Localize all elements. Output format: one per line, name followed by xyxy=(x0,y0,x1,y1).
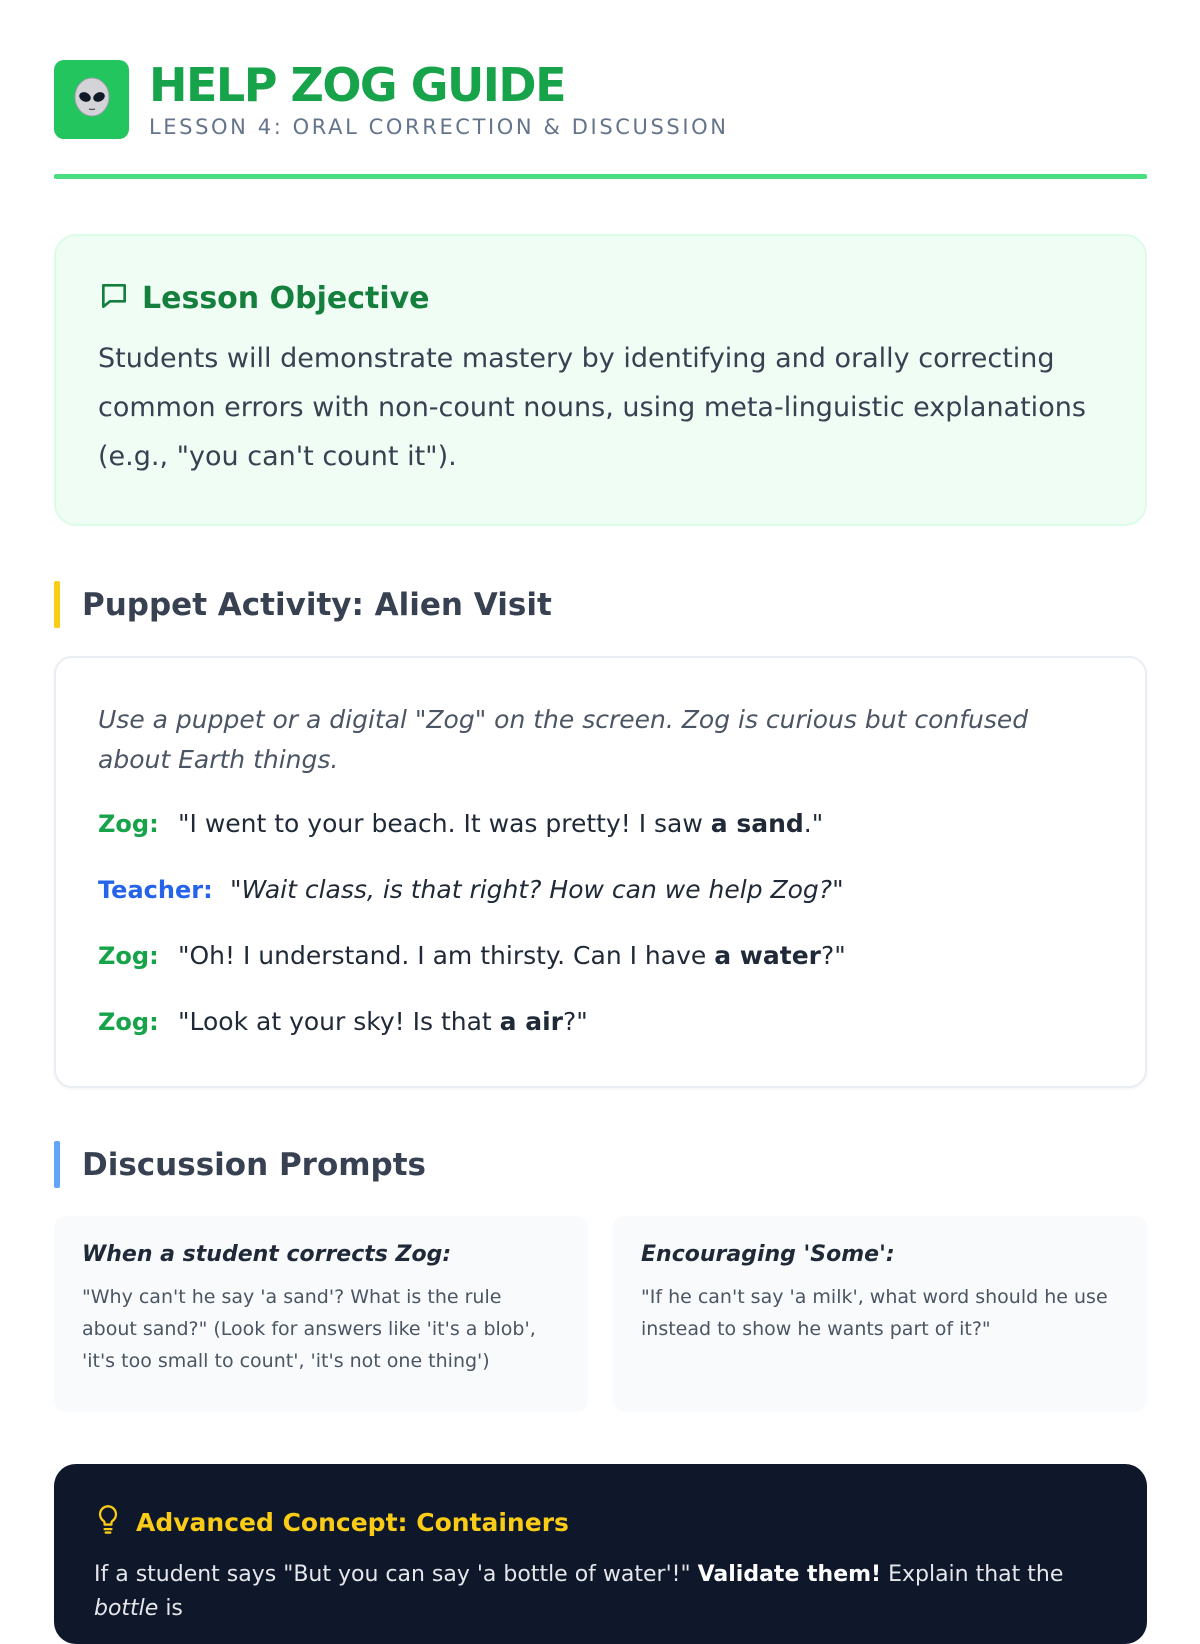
prompt-title: Encouraging 'Some': xyxy=(641,1242,895,1267)
lesson-objective-card xyxy=(54,234,1147,526)
dialogue-line xyxy=(98,870,1103,910)
objective-text: Students will demonstrate mastery by identifying and orally correcting common errors with non-count nouns, using meta-linguistic explanations (e.g., "you can't count it"). xyxy=(98,343,1086,472)
speaker-label: Zog: xyxy=(98,810,159,838)
section-accent-bar xyxy=(54,1141,60,1188)
dialogue-text: "I went to your beach. It was pretty! I saw a sand." xyxy=(178,809,824,838)
speech-bubble-icon xyxy=(98,280,130,316)
logo xyxy=(54,60,129,139)
advanced-text: If a student says "But you can say 'a bottle of water'!" Validate them! Explain that the bottle is xyxy=(94,1562,1064,1621)
advanced-concept-card xyxy=(54,1464,1147,1644)
section-title: Puppet Activity: Alien Visit xyxy=(82,586,552,623)
dialogue-line xyxy=(98,1002,1103,1042)
puppet-section-heading xyxy=(54,581,552,628)
puppet-activity-card xyxy=(54,656,1147,1088)
prompt-text: "If he can't say 'a milk', what word should he use instead to show he wants part of it?" xyxy=(641,1286,1108,1340)
speaker-label: Teacher: xyxy=(98,876,213,904)
objective-title: Lesson Objective xyxy=(142,280,430,316)
alien-face-icon xyxy=(70,76,114,124)
page-header xyxy=(54,60,729,139)
discussion-prompt-card xyxy=(54,1216,588,1412)
page-subtitle: LESSON 4: ORAL CORRECTION & DISCUSSION xyxy=(149,115,729,139)
header-divider xyxy=(54,174,1147,179)
page-title: HELP ZOG GUIDE xyxy=(149,58,566,112)
speaker-label: Zog: xyxy=(98,942,159,970)
discussion-prompt-card xyxy=(613,1216,1147,1412)
dialogue-line xyxy=(98,936,1103,976)
prompt-text: "Why can't he say 'a sand'? What is the rule about sand?" (Look for answers like 'it's a blob', 'it's too small to count', 'it's not one thing') xyxy=(82,1286,536,1372)
activity-intro: Use a puppet or a digital "Zog" on the screen. Zog is curious but confused about Earth things. xyxy=(98,705,1029,774)
prompt-title: When a student corrects Zog: xyxy=(82,1242,452,1267)
dialogue-text: "Look at your sky! Is that a air?" xyxy=(178,1007,588,1036)
dialogue-text: "Wait class, is that right? How can we help Zog?" xyxy=(230,875,844,904)
speaker-label: Zog: xyxy=(98,1008,159,1036)
section-accent-bar xyxy=(54,581,60,628)
discussion-section-heading xyxy=(54,1141,426,1188)
section-title: Discussion Prompts xyxy=(82,1146,427,1183)
advanced-title: Advanced Concept: Containers xyxy=(136,1507,569,1537)
dialogue-text: "Oh! I understand. I am thirsty. Can I have a water?" xyxy=(178,941,846,970)
dialogue-line xyxy=(98,804,1103,844)
lightbulb-icon xyxy=(94,1504,122,1540)
